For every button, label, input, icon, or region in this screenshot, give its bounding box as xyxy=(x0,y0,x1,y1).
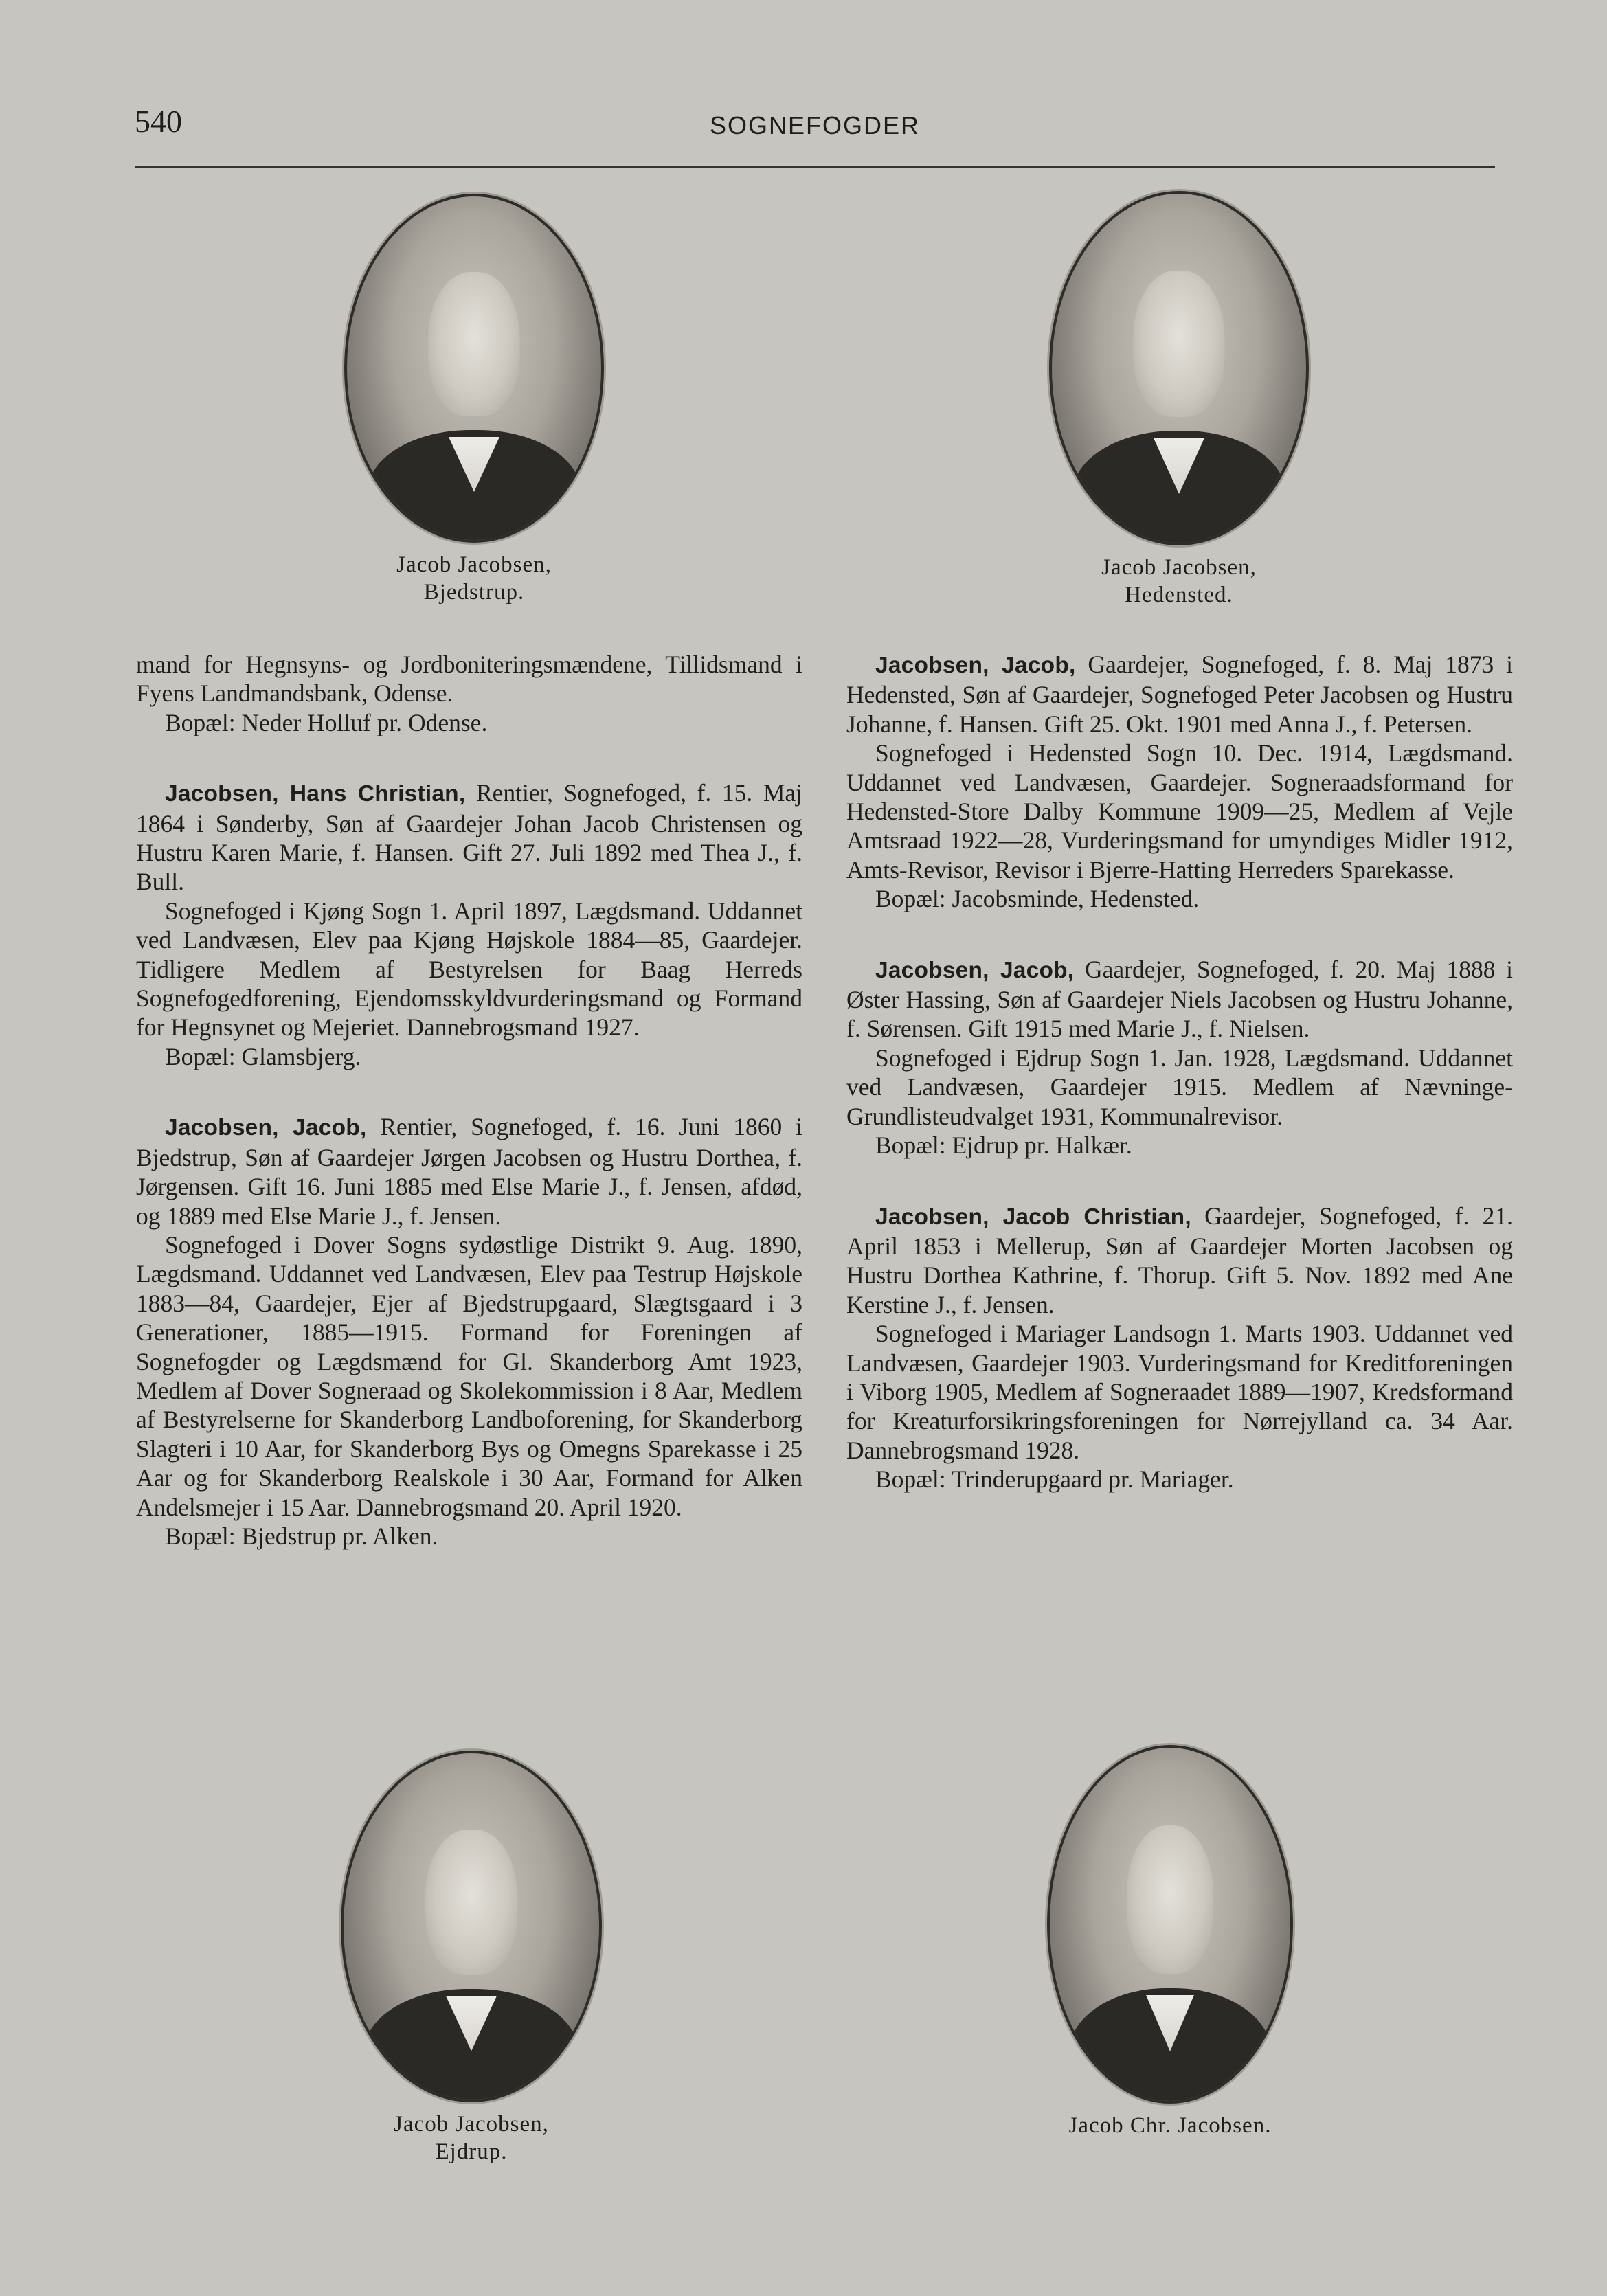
entry-career: Sognefoged i Hedensted Sogn 10. Dec. 1914, Lægdsmand. Uddannet ved Landvæsen, Gaardejer. Sogneraadsformand for Hedensted-Store Dalby Kommune 1909—25, Medlem af Vejle Amtsraad 1922—28, Vurderingsmand for umyndiges Midler 1912, Amts-Revisor, Revisor i Bjerre-Hatting Herreders Sparekasse. xyxy=(846,739,1513,883)
entry-jacob-jacobsen-ejdrup xyxy=(846,955,1513,1160)
entry-intro xyxy=(846,955,1513,1044)
entry-career: Sognefoged i Mariager Landsogn 1. Marts 1903. Uddannet ved Landvæsen, Gaardejer 1903. Vurderingsmand for Kreditforeningen i Viborg 1905, Medlem af Sogneraadet 1889—1907, Kredsformand for Kreaturforsikringsforeningen for Nørrejylland ca. 34 Aar. Dannebrogsmand 1928. xyxy=(846,1320,1513,1464)
entry-intro xyxy=(846,650,1513,739)
entry-intro xyxy=(846,1202,1513,1320)
portrait-top-right xyxy=(1048,191,1310,609)
portrait-top-left xyxy=(344,194,605,606)
portrait-caption xyxy=(1048,554,1310,609)
portrait-caption-name: Jacob Jacobsen, xyxy=(396,552,552,577)
portrait-caption xyxy=(341,2111,602,2165)
portrait-caption-place: Bjedstrup. xyxy=(423,580,525,605)
entry-residence: Bopæl: Neder Holluf pr. Odense. xyxy=(165,708,488,736)
portrait-photo xyxy=(344,194,604,543)
entry-career: Sognefoged i Kjøng Sogn 1. April 1897, Lægdsmand. Uddannet ved Landvæsen, Elev paa Kjøng Højskole 1884—85, Gaardejer. Tidligere Medlem af Bestyrelsen for Baag Herreds Sognefogedforening, Ejendomsskyldvurderingsmand og Formand for Hegnsynet og Mejeriet. Dannebrogsmand 1927. xyxy=(136,897,802,1042)
entry-career: Sognefoged i Dover Sogns sydøstlige Distrikt 9. Aug. 1890, Lægdsmand. Uddannet ved Landvæsen, Elev paa Testrup Højskole 1883—84, Gaardejer, Ejer af Bjedstrupgaard, Slægtsgaard i 3 Generationer, 1885—1915. Formand for Foreningen af Sognefogder og Lægdsmænd for Gl. Skanderborg Amt 1923, Medlem af Dover Sogneraad og Skolekommission i 8 Aar, Medlem af Bestyrelserne for Skanderborg Landboforening, for Skanderborg Slagteri i 10 Aar, for Skanderborg Bys og Omegns Sparekasse i 25 Aar og for Skanderborg Realskole i 30 Aar, Formand for Alken Andelsmejer i 15 Aar. Dannebrogsmand 20. April 1920. xyxy=(136,1230,802,1521)
portrait-photo xyxy=(1049,191,1309,545)
entry-intro-text: Gaardejer, Sognefoged, f. 21. April 1853 i Mellerup, Søn af Gaardejer Morten Jacobsen og Hustru Dorthea Kathrine, f. Thorup. Gift 5. Nov. 1892 med Ane Kerstine J., f. Jensen. xyxy=(846,1202,1513,1318)
entry-jacob-jacobsen-hedensted xyxy=(846,650,1513,914)
portrait-photo xyxy=(1047,1745,1293,2104)
portrait-caption-name: Jacob Jacobsen, xyxy=(1101,555,1257,580)
entry-name: Jacobsen, Jacob, xyxy=(875,653,1076,678)
portrait-bottom-right xyxy=(1029,1745,1311,2139)
portrait-caption xyxy=(1029,2112,1311,2139)
entry-residence: Bopæl: Glamsbjerg. xyxy=(165,1042,361,1070)
page-number: 540 xyxy=(135,104,182,139)
entry-residence: Bopæl: Trinderupgaard pr. Mariager. xyxy=(875,1465,1234,1494)
entry-intro-text: Rentier, Sognefoged, f. 16. Juni 1860 i Bjedstrup, Søn af Gaardejer Jørgen Jacobsen og Hustru Dorthea, f. Jørgensen. Gift 16. Juni 1885 med Else Marie J., f. Jensen, afdød, og 1889 med Else Marie J., f. Jensen. xyxy=(136,1113,802,1230)
portrait-bottom-left xyxy=(341,1751,602,2165)
entry-text: mand for Hegnsyns- og Jordboniteringsmændene, Tillidsmand i Fyens Landmandsbank, Odense. xyxy=(136,651,802,708)
portrait-caption xyxy=(344,551,605,606)
page-header xyxy=(135,103,1495,168)
entry-jacob-jacobsen-bjedstrup xyxy=(136,1112,802,1551)
entry-intro xyxy=(136,778,802,897)
entry-intro xyxy=(136,1112,802,1230)
running-title: SOGNEFOGDER xyxy=(709,111,921,139)
entry-name: Jacobsen, Jacob, xyxy=(875,957,1075,983)
entry-continuation xyxy=(136,650,802,737)
portrait-caption-name: Jacob Jacobsen, xyxy=(394,2112,549,2137)
entry-residence: Bopæl: Jacobsminde, Hedensted. xyxy=(875,885,1200,913)
entry-jacob-christian-jacobsen xyxy=(846,1202,1513,1494)
entry-residence: Bopæl: Ejdrup pr. Halkær. xyxy=(875,1132,1132,1160)
entry-residence: Bopæl: Bjedstrup pr. Alken. xyxy=(165,1522,438,1550)
left-column xyxy=(136,650,802,1592)
portrait-caption-place: Ejdrup. xyxy=(435,2139,508,2164)
entry-intro-text: Rentier, Sognefoged, f. 15. Maj 1864 i Sønderby, Søn af Gaardejer Johan Jacob Christensen og Hustru Karen Marie, f. Hansen. Gift 27. Juli 1892 med Thea J., f. Bull. xyxy=(136,779,802,896)
right-column xyxy=(846,650,1513,1535)
portrait-caption-place: Hedensted. xyxy=(1125,583,1233,607)
entry-intro-text: Gaardejer, Sognefoged, f. 8. Maj 1873 i Hedensted, Søn af Gaardejer, Sognefoged Peter Jacobsen og Hustru Johanne, f. Hansen. Gift 25. Okt. 1901 med Anna J., f. Petersen. xyxy=(846,651,1513,738)
entry-name: Jacobsen, Jacob Christian, xyxy=(875,1204,1191,1230)
portrait-photo xyxy=(341,1751,602,2102)
portrait-caption-name: Jacob Chr. Jacobsen. xyxy=(1068,2113,1272,2138)
entry-intro-text: Gaardejer, Sognefoged, f. 20. Maj 1888 i Øster Hassing, Søn af Gaardejer Niels Jacobsen og Hustru Johanne, f. Sørensen. Gift 1915 med Marie J., f. Nielsen. xyxy=(846,955,1513,1043)
entry-hans-christian-jacobsen xyxy=(136,778,802,1071)
entry-name: Jacobsen, Jacob, xyxy=(165,1115,367,1141)
entry-career: Sognefoged i Ejdrup Sogn 1. Jan. 1928, Lægdsmand. Uddannet ved Landvæsen, Gaardejer 1915. Medlem af Nævninge-Grundlisteudvalget 1931, Kommunalrevisor. xyxy=(846,1044,1513,1130)
entry-name: Jacobsen, Hans Christian, xyxy=(165,781,466,807)
